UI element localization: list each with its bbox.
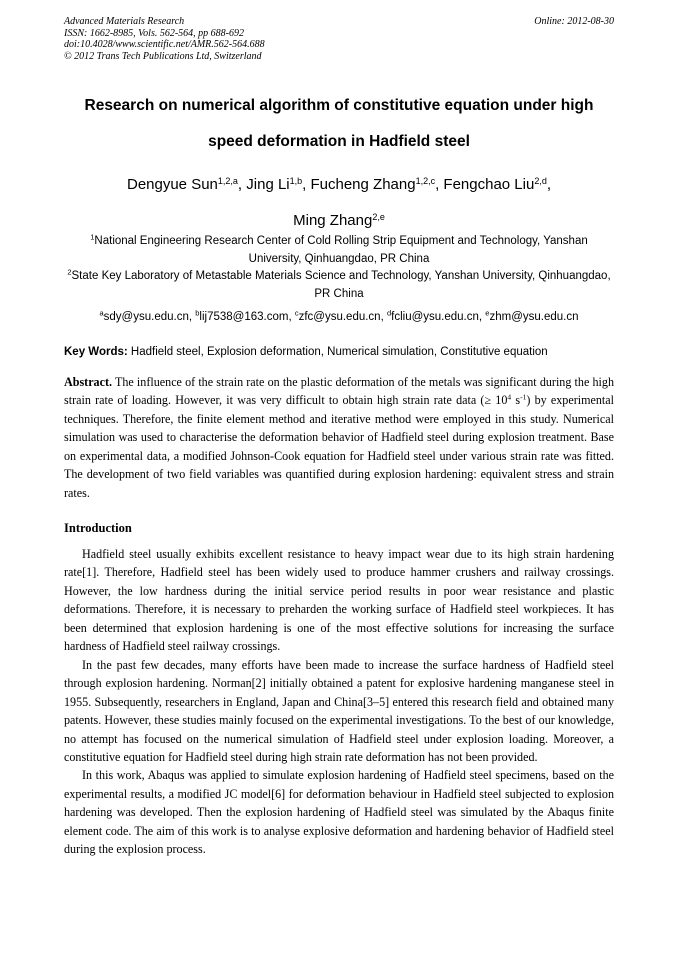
journal-name: Advanced Materials Research (64, 16, 185, 27)
email-address: fcliu@ysu.edu.cn (391, 311, 479, 323)
author-name: Ming Zhang (293, 212, 373, 229)
paper-title (60, 88, 618, 160)
author-affiliation-mark: 2,d (534, 176, 547, 187)
title-line-2: speed deformation in Hadfield steel (208, 133, 470, 150)
email-address: lij7538@163.com (199, 311, 289, 323)
abstract (64, 373, 614, 502)
author-affiliation-mark: 2,e (372, 212, 385, 223)
author-name: Dengyue Sun (126, 176, 218, 193)
author-line-1 (50, 167, 628, 203)
abstract-exponent: -1 (520, 392, 527, 402)
introduction-body (64, 545, 614, 859)
email-separator: , (478, 311, 486, 323)
email-mark: e (485, 308, 490, 318)
author-name: Fengchao Liu (443, 176, 535, 193)
author-name: Fucheng Zhang (310, 176, 416, 193)
copyright-line: © 2012 Trans Tech Publications Ltd, Switzerland (64, 50, 262, 62)
author-affiliation-mark: 1,b (289, 176, 303, 187)
abstract-text-part-1: The influence of the strain rate on the plastic deformation of the metals was significant during the high strain rate of loading. However, it was very difficult to obtain high strain rate data (≥ 10 (64, 375, 614, 408)
author-affiliation-mark: 1,2,c (415, 176, 436, 187)
email-separator: , (380, 311, 387, 323)
title-line-1: Research on numerical algorithm of constitutive equation under high (84, 97, 594, 114)
author-separator: , (435, 176, 444, 193)
affiliation-text: State Key Laboratory of Metastable Materials Science and Technology, Yanshan University, Qinhuangdao, PR China (71, 270, 611, 300)
keywords (64, 343, 618, 361)
abstract-unit: s (511, 393, 521, 408)
email-list (60, 308, 618, 326)
online-date: Online: 2012-08-30 (534, 16, 614, 27)
email-address: zfc@ysu.edu.cn (298, 311, 381, 323)
issn-line: ISSN: 1662-8985, Vols. 562-564, pp 688-692 (64, 27, 244, 39)
author-list (50, 167, 628, 239)
email-address: sdy@ysu.edu.cn (103, 311, 189, 323)
email-mark: c (294, 308, 299, 318)
author-separator: , (302, 176, 311, 193)
keywords-label: Key Words: (64, 346, 128, 358)
email-mark: b (195, 308, 200, 318)
publication-header (64, 16, 614, 62)
author-affiliation-mark: 1,2,a (217, 176, 238, 187)
author-separator: , (237, 176, 247, 193)
email-separator: , (288, 311, 295, 323)
affiliation-mark: 2 (67, 267, 72, 277)
abstract-label: Abstract. (64, 375, 113, 389)
author-separator: , (546, 176, 552, 193)
doi-line: doi:10.4028/www.scientific.net/AMR.562-564.688 (64, 39, 265, 50)
paragraph: In this work, Abaqus was applied to simulate explosion hardening of Hadfield steel specimens, based on the experimental results, a modified JC model[6] for deformation behaviour in Hadfield steel subjected to explosion hardening was developed. Then the explosion hardening of Hadfield steel was simulated by the Abaqus finite element code. The aim of this work is to analyse explosive deformation and hardening behavior of Hadfield steel during the explosion process. (64, 768, 614, 857)
email-mark: d (386, 308, 392, 318)
paragraph: Hadfield steel usually exhibits excellent resistance to heavy impact wear due to its high strain hardening rate[1]. Therefore, Hadfield steel has been widely used to produce hammer crushers and railway crossings. However, the low hardness during the initial service period results in poor wear resistance and plastic deformations. Therefore, it is necessary to preharden the working surface of Hadfield steel workpieces. It has been determined that explosion hardening is one of the most effective solutions for increasing the surface hardness of Hadfield steel railway crossings. (64, 547, 614, 654)
email-mark: a (99, 308, 104, 318)
section-heading-introduction: Introduction (64, 521, 132, 535)
email-address: zhm@ysu.edu.cn (489, 311, 579, 323)
abstract-exponent: 4 (507, 392, 512, 402)
abstract-text-part-2: ) by experimental techniques. Therefore, the finite element method and iterative method were employed in this study. Numerical simulation was used to characterise the deformation behavior of Hadfield steel during explosion treatment. Base on experimental data, a modified Johnson-Cook equation for Hadfield steel under various strain rate was fitted. The development of two field variables was quantified during explosion hardening: equivalent stress and strain rates. (64, 393, 614, 500)
email-separator: , (188, 311, 196, 323)
paragraph: In the past few decades, many efforts have been made to increase the surface hardness of Hadfield steel through explosion hardening. Norman[2] initially obtained a patent for explosive hardening manganese steel in 1955. Subsequently, researchers in England, Japan and China[3–5] entered this research field and obtained many patents. However, these studies mainly focused on the experimental investigations. To the best of our knowledge, no attempt has focused on the numerical simulation of Hadfield steel under explosion loading. Moreover, a constitutive equation for Hadfield steel during high strain rate deformation has not been provided. (64, 657, 614, 764)
affiliation-text: National Engineering Research Center of Cold Rolling Strip Equipment and Technology, Yanshan University, Qinhuangdao, PR China (94, 235, 588, 265)
affiliation-mark: 1 (90, 232, 95, 242)
affiliation-2 (64, 267, 614, 303)
affiliation-1 (64, 232, 614, 268)
author-name: Jing Li (246, 176, 290, 193)
keywords-text: Hadfield steel, Explosion deformation, Numerical simulation, Constitutive equation (127, 346, 548, 358)
